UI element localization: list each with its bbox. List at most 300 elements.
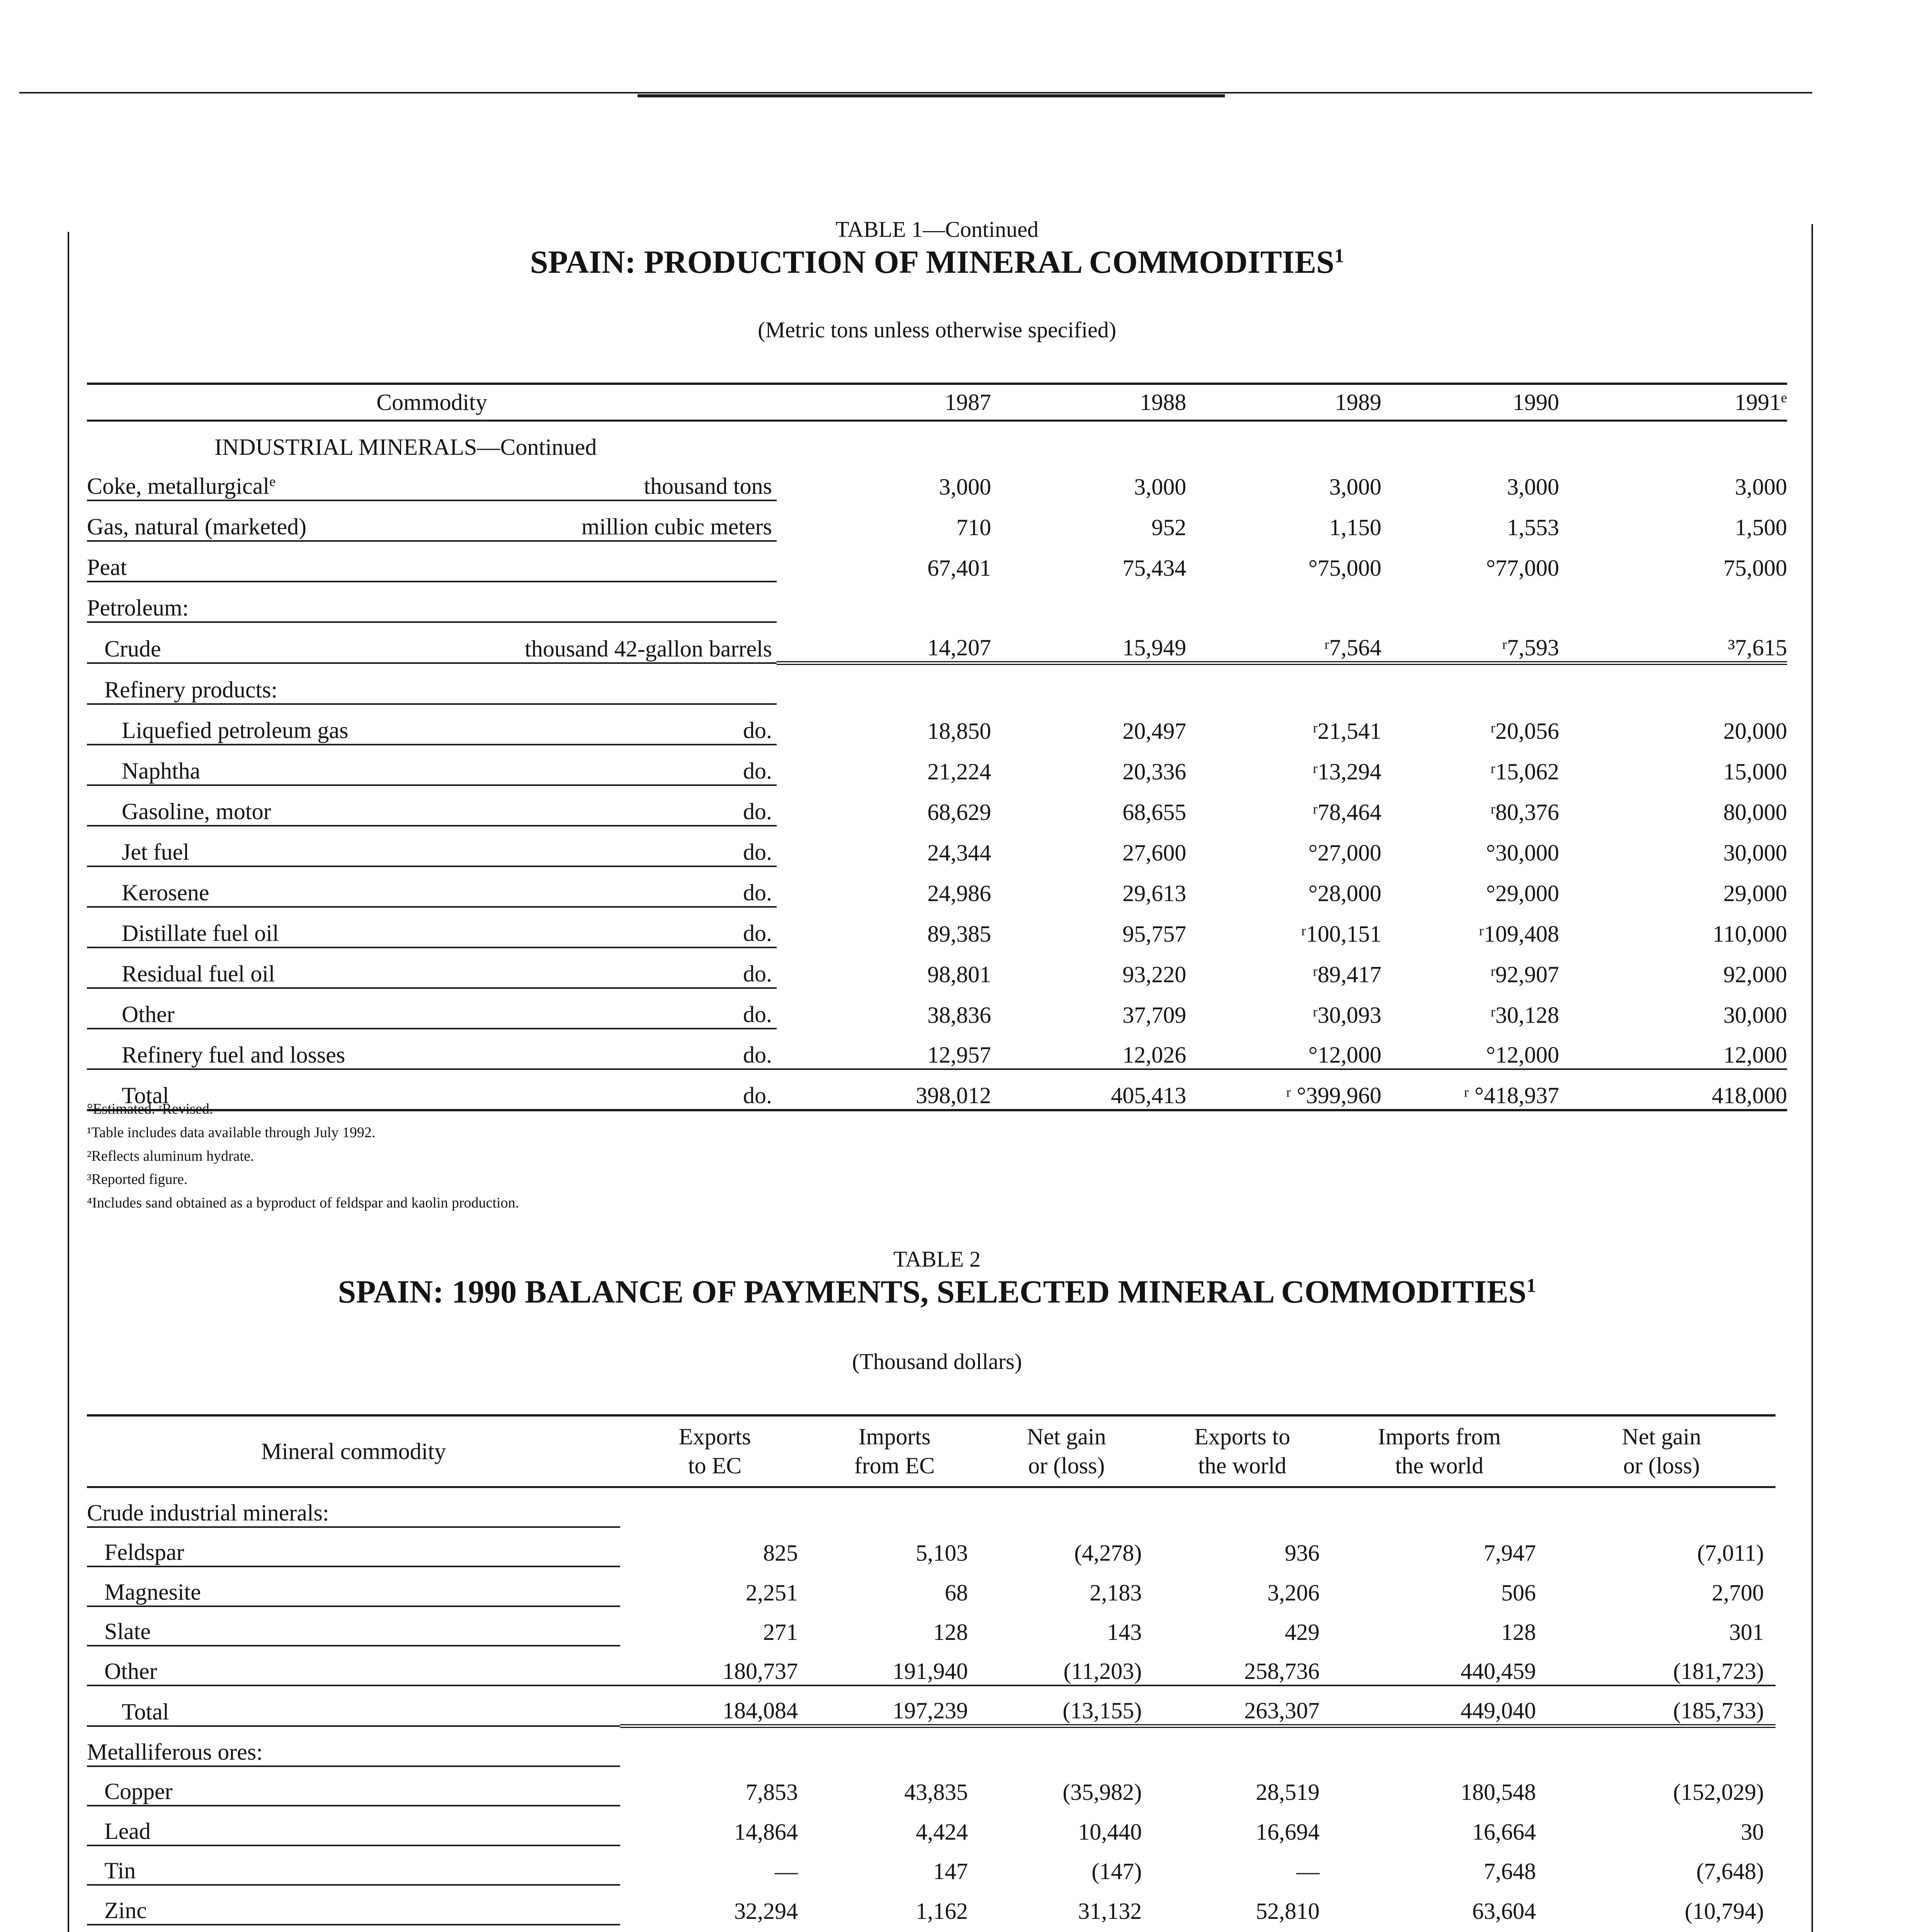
table2-header-row — [87, 1415, 1776, 1487]
value-cell: 68,629 — [927, 799, 991, 825]
commodity-label: Kerosene — [122, 880, 209, 905]
value-cell: 506 — [1501, 1580, 1536, 1605]
commodity-cell — [87, 500, 777, 541]
header-line: the world — [1395, 1453, 1484, 1478]
value-cell: 405,413 — [991, 1069, 1186, 1110]
value-cell: 20,497 — [1122, 718, 1186, 744]
commodity-label: Distillate fuel oil — [122, 920, 279, 946]
value-cell: — — [775, 1859, 798, 1884]
value-cell: 7,947 — [1484, 1540, 1536, 1566]
commodity-label-wrap — [87, 798, 271, 825]
commodity-footnote-mark: e — [269, 474, 276, 490]
commodity-cell: Feldspar — [87, 1527, 620, 1567]
value-cell — [777, 663, 991, 704]
value-cell: 38,836 — [927, 1002, 991, 1028]
value-cell: 21,224 — [927, 759, 991, 784]
value-cell: ʳ °399,960 — [1186, 1069, 1381, 1110]
header-line: or (loss) — [1028, 1453, 1105, 1478]
value-cell: 67,401 — [927, 555, 991, 581]
value-cell: 29,000 — [1723, 881, 1787, 906]
commodity-cell-inner — [87, 514, 777, 540]
commodity-label: Coke, metallurgical — [87, 473, 270, 499]
table-row — [87, 745, 1787, 785]
value-cell: 32,294 — [734, 1898, 798, 1924]
section-row — [87, 421, 1787, 461]
commodity-cell-inner — [87, 473, 777, 500]
table-row — [87, 1885, 1776, 1925]
value-cell — [1186, 663, 1381, 704]
commodity-label: Residual fuel oil — [122, 961, 275, 986]
footnote-line: ²Reflects aluminum hydrate. — [87, 1148, 254, 1164]
unit-label: thousand tons — [644, 473, 772, 499]
header-line: Exports — [679, 1424, 751, 1449]
value-cell: (4,278) — [1074, 1540, 1142, 1566]
value-cell — [980, 1487, 1153, 1527]
value-cell: 1,500 — [1735, 515, 1787, 540]
footnote-line: ¹Table includes data available through July 1992. — [87, 1124, 376, 1141]
value-cell: ʳ109,408 — [1478, 921, 1559, 947]
table2-subtitle: (Thousand dollars) — [852, 1349, 1022, 1374]
commodity-label: Gas, natural (marketed) — [87, 514, 307, 539]
value-cell: 80,000 — [1723, 799, 1787, 825]
table1-header-row — [87, 384, 1787, 421]
value-cell: 24,344 — [927, 840, 991, 866]
value-cell: 184,084 — [620, 1685, 810, 1726]
value-cell: 10,440 — [1078, 1819, 1142, 1845]
value-cell: (10,794) — [1685, 1898, 1764, 1924]
commodity-label-wrap — [87, 514, 306, 540]
commodity-cell: Metalliferous ores: — [87, 1726, 620, 1766]
value-cell: 147 — [933, 1859, 968, 1884]
value-cell: 14,207 — [777, 622, 991, 663]
value-cell — [1381, 582, 1559, 622]
table-row — [87, 1925, 1776, 1932]
value-cell: 30,000 — [1723, 840, 1787, 866]
value-cell — [1548, 1726, 1776, 1766]
header-line: to EC — [688, 1453, 742, 1478]
commodity-label-wrap — [87, 717, 348, 744]
value-cell: 128 — [933, 1619, 968, 1645]
value-cell — [1559, 582, 1787, 622]
unit-label — [772, 554, 777, 581]
commodity-cell-inner — [87, 1001, 777, 1028]
value-cell — [991, 663, 1186, 704]
table-row — [87, 785, 1787, 826]
value-cell: (11,203) — [1063, 1658, 1142, 1684]
commodity-label-wrap — [87, 758, 200, 784]
value-cell: ʳ30,128 — [1490, 1002, 1559, 1028]
value-cell: °30,000 — [1486, 840, 1559, 866]
table-row — [87, 947, 1787, 988]
value-cell — [620, 1487, 810, 1527]
value-cell: 3,000 — [1134, 474, 1186, 500]
table-row — [87, 541, 1787, 582]
unit-label: do. — [743, 1002, 772, 1027]
value-cell: 63,604 — [1472, 1898, 1536, 1924]
value-cell: ʳ20,056 — [1490, 718, 1559, 744]
value-cell: (7,648) — [1696, 1859, 1764, 1884]
table2-column-header — [810, 1415, 980, 1487]
commodity-label: Crude — [104, 636, 161, 662]
commodity-cell — [87, 1925, 620, 1932]
commodity-cell — [87, 461, 777, 500]
value-cell: (185,733) — [1548, 1685, 1776, 1726]
unit-label — [772, 677, 777, 703]
commodity-cell: Magnesite — [87, 1566, 620, 1606]
col-1990: 1990 — [1381, 384, 1559, 421]
table-row — [87, 1487, 1776, 1527]
value-cell: 4,424 — [916, 1819, 968, 1845]
value-cell: 43,835 — [904, 1779, 968, 1805]
commodity-label-wrap — [87, 839, 189, 866]
commodity-cell — [87, 826, 777, 866]
value-cell: 93,220 — [1122, 962, 1186, 987]
commodity-label: Liquefied petroleum gas — [122, 718, 349, 743]
value-cell: 1,150 — [1329, 515, 1381, 540]
commodity-label-wrap — [87, 1042, 345, 1068]
commodity-cell-inner — [87, 595, 777, 621]
value-cell: 24,986 — [927, 881, 991, 906]
value-cell: °28,000 — [1308, 881, 1381, 906]
table2-column-header — [1548, 1415, 1776, 1487]
value-cell: ʳ89,417 — [1312, 962, 1381, 987]
value-cell: 180,548 — [1461, 1779, 1536, 1805]
value-cell: 3,000 — [1735, 474, 1787, 500]
unit-label — [772, 595, 777, 621]
value-cell — [777, 582, 991, 622]
value-cell: 75,000 — [1723, 555, 1787, 581]
value-cell: 30,000 — [1723, 1002, 1787, 1028]
table2-column-header — [980, 1415, 1153, 1487]
total-row — [87, 1685, 1776, 1726]
value-cell — [1186, 582, 1381, 622]
value-cell: 95,757 — [1122, 921, 1186, 947]
value-cell — [991, 582, 1186, 622]
value-cell: 1,162 — [916, 1898, 968, 1924]
value-cell: 30 — [1741, 1819, 1764, 1845]
value-cell: 14,864 — [734, 1819, 798, 1845]
commodity-cell-inner — [87, 879, 777, 906]
table-row — [87, 1606, 1776, 1646]
commodity-cell-inner — [87, 798, 777, 825]
unit-label: do. — [743, 758, 772, 784]
value-cell: 936 — [1285, 1540, 1320, 1566]
value-cell — [1548, 1487, 1776, 1527]
top-rule — [19, 92, 1812, 94]
table-row — [87, 1527, 1776, 1567]
value-cell: 7,648 — [1484, 1859, 1536, 1884]
header-line: Imports from — [1378, 1424, 1501, 1449]
header-line: Exports to — [1194, 1424, 1291, 1449]
value-cell: ʳ15,062 — [1490, 759, 1559, 784]
col-1989: 1989 — [1186, 384, 1381, 421]
value-cell: 180,737 — [723, 1658, 798, 1684]
value-cell — [1153, 1487, 1331, 1527]
value-cell: 191,940 — [893, 1658, 968, 1684]
value-cell: 15,000 — [1723, 759, 1787, 784]
commodity-cell — [87, 907, 777, 947]
value-cell: 52,810 — [1256, 1898, 1320, 1924]
value-cell: °29,000 — [1486, 881, 1559, 906]
commodity-cell-inner — [87, 1042, 777, 1068]
value-cell: (152,029) — [1673, 1779, 1764, 1805]
commodity-cell: Zinc — [87, 1885, 620, 1925]
commodity-cell-inner — [87, 636, 777, 662]
table1-title-text: SPAIN: PRODUCTION OF MINERAL COMMODITIES — [530, 244, 1335, 280]
value-cell — [810, 1726, 980, 1766]
value-cell: 12,026 — [1122, 1042, 1186, 1068]
value-cell: (147) — [1092, 1859, 1142, 1884]
header-line: Net gain — [1622, 1424, 1701, 1449]
value-cell: 37,709 — [1122, 1002, 1186, 1028]
commodity-cell-inner — [87, 677, 777, 703]
header-line: Net gain — [1027, 1424, 1106, 1449]
header-line: the world — [1198, 1453, 1287, 1478]
value-cell: 12,957 — [927, 1042, 991, 1068]
table1-footnotes — [87, 1097, 519, 1215]
value-cell: 429 — [1285, 1619, 1320, 1645]
commodity-label-wrap — [87, 961, 275, 987]
table2-column-header — [87, 1415, 620, 1487]
value-cell: 68 — [945, 1580, 968, 1605]
value-cell: 2,251 — [746, 1580, 798, 1605]
unit-label: do. — [743, 920, 772, 946]
value-cell — [620, 1925, 810, 1932]
value-cell — [1381, 663, 1559, 704]
col-1991 — [1559, 384, 1787, 421]
value-cell — [810, 1925, 980, 1932]
value-cell: 68,655 — [1122, 799, 1186, 825]
table2-column-header — [1153, 1415, 1331, 1487]
commodity-cell: Slate — [87, 1606, 620, 1646]
value-cell: — — [1296, 1859, 1320, 1884]
value-cell: ʳ13,294 — [1312, 759, 1381, 784]
value-cell — [1331, 1726, 1548, 1766]
value-cell: (35,982) — [1063, 1779, 1142, 1805]
value-cell — [1548, 1925, 1776, 1932]
commodity-label-wrap — [87, 920, 279, 947]
table-row — [87, 1766, 1776, 1806]
table2-caption: TABLE 2 — [893, 1247, 981, 1272]
value-cell: ʳ7,593 — [1381, 622, 1559, 663]
unit-label: thousand 42-gallon barrels — [525, 636, 772, 662]
value-cell: (181,723) — [1673, 1658, 1764, 1684]
commodity-label: Total — [122, 1083, 169, 1108]
value-cell: °12,000 — [1486, 1042, 1559, 1068]
commodity-label: Refinery products: — [104, 677, 278, 702]
value-cell: 398,012 — [777, 1069, 991, 1110]
value-cell: 29,613 — [1122, 881, 1186, 906]
value-cell: 28,519 — [1256, 1779, 1320, 1805]
col-1988: 1988 — [991, 384, 1186, 421]
table-row — [87, 826, 1787, 866]
value-cell — [1559, 663, 1787, 704]
unit-label: do. — [743, 880, 772, 905]
commodity-label-wrap — [87, 1001, 175, 1028]
value-cell: 20,336 — [1122, 759, 1186, 784]
commodity-label: Jet fuel — [122, 839, 189, 865]
value-cell: 7,853 — [746, 1779, 798, 1805]
value-cell: °75,000 — [1308, 555, 1381, 581]
table-row — [87, 663, 1787, 704]
value-cell: ³7,615 — [1559, 622, 1787, 663]
table-row — [87, 461, 1787, 500]
commodity-cell — [87, 866, 777, 907]
col-commodity: Commodity — [87, 384, 777, 421]
commodity-cell: Other — [87, 1646, 620, 1685]
unit-label: do. — [743, 718, 772, 743]
commodity-cell — [87, 704, 777, 745]
value-cell: 263,307 — [1153, 1685, 1331, 1726]
commodity-label: Naphtha — [122, 758, 201, 784]
commodity-cell: Total — [87, 1685, 620, 1726]
value-cell — [980, 1726, 1153, 1766]
table1-production — [87, 383, 1787, 1111]
value-cell: 3,000 — [1507, 474, 1559, 500]
value-cell: ʳ30,093 — [1312, 1002, 1381, 1028]
value-cell: 110,000 — [1713, 921, 1787, 947]
commodity-cell: Copper — [87, 1766, 620, 1806]
header-line: Imports — [858, 1424, 931, 1449]
value-cell: ʳ21,541 — [1312, 718, 1381, 744]
header-line: Mineral commodity — [261, 1438, 446, 1464]
table-row — [87, 704, 1787, 745]
table-row — [87, 1806, 1776, 1845]
value-cell: 952 — [1151, 515, 1186, 540]
commodity-cell — [87, 1029, 777, 1069]
commodity-label-wrap — [87, 636, 161, 662]
value-cell: 197,239 — [810, 1685, 980, 1726]
value-cell — [980, 1925, 1153, 1932]
value-cell: 418,000 — [1559, 1069, 1787, 1110]
commodity-cell: Crude industrial minerals: — [87, 1487, 620, 1527]
value-cell: 12,000 — [1723, 1042, 1787, 1068]
col-1987: 1987 — [777, 384, 991, 421]
commodity-label: Peat — [87, 554, 127, 580]
value-cell — [620, 1726, 810, 1766]
value-cell: 128 — [1501, 1619, 1536, 1645]
value-cell: 18,850 — [927, 718, 991, 744]
commodity-label-wrap — [87, 473, 276, 500]
left-margin-rule — [68, 232, 69, 1932]
commodity-label: Petroleum: — [87, 595, 189, 621]
table2-column-header — [620, 1415, 810, 1487]
table1-caption: TABLE 1—Continued — [835, 217, 1039, 242]
unit-label: do. — [743, 1042, 772, 1068]
value-cell: 3,206 — [1267, 1580, 1320, 1605]
value-cell: 143 — [1107, 1619, 1142, 1645]
table2-title-text: SPAIN: 1990 BALANCE OF PAYMENTS, SELECTED MINERAL COMMODITIES — [338, 1274, 1527, 1310]
value-cell — [1153, 1925, 1331, 1932]
value-cell: 2,700 — [1712, 1580, 1764, 1605]
value-cell: 75,434 — [1122, 555, 1186, 581]
value-cell: 5,103 — [916, 1540, 968, 1566]
table-row — [87, 622, 1787, 663]
value-cell — [810, 1487, 980, 1527]
commodity-cell — [87, 947, 777, 988]
unit-label: do. — [743, 1083, 772, 1108]
value-cell: 449,040 — [1331, 1685, 1548, 1726]
commodity-cell — [87, 988, 777, 1029]
value-cell: °12,000 — [1308, 1042, 1381, 1068]
value-cell: 440,459 — [1461, 1658, 1536, 1684]
value-cell: 31,132 — [1078, 1898, 1142, 1924]
table-row — [87, 866, 1787, 907]
table2-title — [0, 1273, 1874, 1311]
commodity-cell-inner — [87, 961, 777, 987]
table2-column-header — [1331, 1415, 1548, 1487]
commodity-cell — [87, 541, 777, 582]
value-cell — [1331, 1487, 1548, 1527]
section-heading: INDUSTRIAL MINERALS—Continued — [214, 434, 597, 460]
table-row — [87, 1646, 1776, 1685]
commodity-cell-inner — [87, 920, 777, 947]
value-cell — [1331, 1925, 1548, 1932]
value-cell: ʳ92,907 — [1490, 962, 1559, 987]
table-row — [87, 582, 1787, 622]
unit-label: do. — [743, 799, 772, 824]
value-cell: 89,385 — [927, 921, 991, 947]
footnote-line: °Estimated. ʳRevised. — [87, 1101, 213, 1117]
value-cell: 2,183 — [1090, 1580, 1142, 1605]
value-cell: 27,600 — [1122, 840, 1186, 866]
right-margin-rule — [1811, 224, 1813, 1932]
table-row — [87, 1726, 1776, 1766]
footnote-line: ³Reported figure. — [87, 1171, 188, 1188]
table-row — [87, 500, 1787, 541]
value-cell: 92,000 — [1723, 962, 1787, 987]
table2-balance-of-payments — [87, 1414, 1776, 1932]
top-rule-accent — [638, 94, 1225, 97]
unit-label: million cubic meters — [581, 514, 772, 539]
value-cell: 20,000 — [1723, 718, 1787, 744]
commodity-label: Refinery fuel and losses — [122, 1042, 345, 1068]
table-row — [87, 1029, 1787, 1069]
value-cell: 710 — [956, 515, 991, 540]
table1-title — [0, 243, 1874, 281]
commodity-label-wrap — [87, 677, 277, 703]
unit-label: do. — [743, 839, 772, 865]
col-1991-estimate-mark: e — [1781, 389, 1787, 405]
value-cell: 3,000 — [1329, 474, 1381, 500]
value-cell: 301 — [1729, 1619, 1764, 1645]
table1-subtitle: (Metric tons unless otherwise specified) — [758, 317, 1116, 342]
commodity-cell — [87, 582, 777, 622]
value-cell: ʳ °418,937 — [1381, 1069, 1559, 1110]
table1-title-footnote-mark: 1 — [1334, 245, 1344, 267]
commodity-label-wrap — [87, 879, 209, 906]
commodity-cell-inner — [87, 839, 777, 866]
commodity-cell-inner — [87, 717, 777, 744]
value-cell: ʳ80,376 — [1490, 799, 1559, 825]
table-row — [87, 1566, 1776, 1606]
commodity-cell-inner — [87, 758, 777, 784]
value-cell: °77,000 — [1486, 555, 1559, 581]
value-cell: 3,000 — [939, 474, 991, 500]
value-cell: ʳ78,464 — [1312, 799, 1381, 825]
value-cell: 98,801 — [927, 962, 991, 987]
value-cell: 16,694 — [1256, 1819, 1320, 1845]
unit-label: do. — [743, 961, 772, 986]
value-cell: (7,011) — [1697, 1540, 1764, 1566]
value-cell: ʳ7,564 — [1186, 622, 1381, 663]
table-row — [87, 907, 1787, 947]
commodity-cell: Lead — [87, 1806, 620, 1845]
value-cell — [1153, 1726, 1331, 1766]
commodity-cell — [87, 785, 777, 826]
commodity-label: Gasoline, motor — [122, 799, 271, 824]
commodity-label-wrap — [87, 595, 189, 621]
